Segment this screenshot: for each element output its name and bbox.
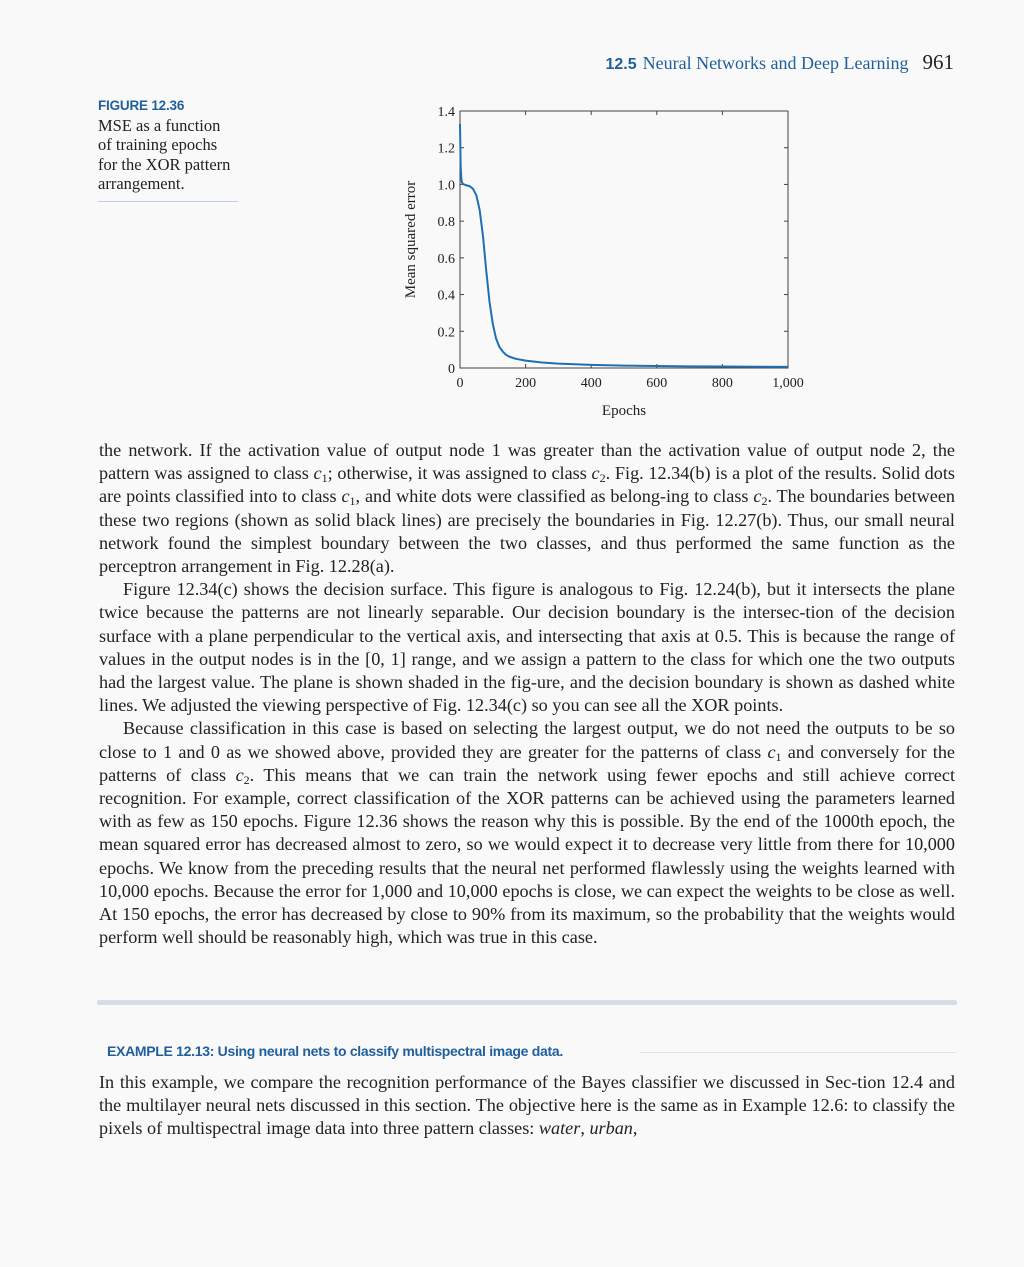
- x-tick-label: 1,000: [772, 376, 804, 391]
- mse-chart: [396, 96, 816, 426]
- example-heading: EXAMPLE 12.13: Using neural nets to classify multispectral image data.: [107, 1043, 563, 1059]
- y-tick-label: 0.2: [437, 325, 455, 341]
- example-text: [99, 1071, 955, 1141]
- y-tick-label: 0.8: [437, 215, 455, 231]
- x-tick-label: 800: [711, 376, 733, 391]
- paragraph-1: the network. If the activation value of output node 1 was greater than the activation value of output node 2, the pattern was assigned to class $c_1$; otherwise, it was assigned to class $c_2$. Fig. 12.34(b) is a plot of the results. Solid dots are points classified into to class $c_1$, and white dots were classified as belong-ing to class $c_2$. The boundaries between these two regions (shown as solid black lines) are precisely the boundaries in Fig. 12.27(b). Thus, our small neural network found the simplest boundary between the two classes, and thus performed the same function as the perceptron arrangement in Fig. 12.28(a).: [99, 440, 955, 577]
- x-axis-label: Epochs: [601, 403, 647, 419]
- figure-caption-text: MSE as a function of training epochs for the XOR pattern arrangement.: [98, 115, 231, 193]
- y-tick-label: 0: [448, 362, 455, 377]
- section-separator: [97, 1000, 957, 1005]
- y-tick-label: 1.4: [437, 105, 455, 120]
- paragraph-2: Figure 12.34(c) shows the decision surface. This figure is analogous to Fig. 12.24(b), but it intersects the plane twice because the patterns are not linearly separable. Our decision boundary is the intersec-tion of the decision surface with a plane perpendicular to the vertical axis, and intersecting that axis at 0.5. This is because the range of values in the output nodes is in the [0, 1] range, and we assign a pattern to the class for which one the two outputs had the largest value. The plane is shown shaded in the fig-ure, and the decision boundary is shown as dashed white lines. We adjusted the viewing perspective of Fig. 12.34(c) so you can see all the XOR points.: [99, 579, 955, 716]
- y-tick-label: 0.6: [437, 251, 455, 267]
- section-number: 12.5: [605, 56, 637, 73]
- running-head: [605, 50, 954, 75]
- y-tick-label: 0.4: [437, 288, 455, 304]
- figure-label: FIGURE 12.36: [98, 98, 185, 113]
- example-paragraph: In this example, we compare the recognition performance of the Bayes classifier we discussed in Sec-tion 12.4 and the multilayer neural nets discussed in this section. The objective here is the same as in Example 12.6: to classify the pixels of multispectral image data into three pattern classes: water, urban,: [99, 1072, 955, 1139]
- paragraph-3: Because classification in this case is based on selecting the largest output, we do not need the outputs to be so close to 1 and 0 as we showed above, provided they are greater for the patterns of class $c_1$ and conversely for the patterns of class $c_2$. This means that we can train the network using fewer epochs and still achieve correct recognition. For example, correct classification of the XOR patterns can be achieved using the parameters learned with as few as 150 epochs. Figure 12.36 shows the reason why this is possible. By the end of the 1000th epoch, the mean squared error has decreased almost to zero, so we would expect it to decrease very little from there for 10,000 epochs. We know from the preceding results that the neural net performed flawlessly using the weights learned with 10,000 epochs. Because the error for 1,000 and 10,000 epochs is close, we can expect the weights to be close as well. At 150 epochs, the error has decreased by close to 90% from its maximum, so the probability that the weights would perform well should be reasonably high, which was true in this case.: [99, 718, 956, 948]
- example-heading-rule: [640, 1052, 956, 1053]
- y-axis-label: Mean squared error: [403, 180, 419, 299]
- caption-rule: [98, 201, 238, 202]
- section-title: Neural Networks and Deep Learning: [642, 53, 909, 73]
- page-number: 961: [922, 50, 954, 74]
- y-tick-label: 1.0: [437, 178, 455, 194]
- x-tick-label: 200: [515, 376, 537, 391]
- body-text: [99, 439, 955, 949]
- plot-frame: [460, 111, 788, 368]
- x-tick-label: 600: [646, 376, 668, 391]
- figure-caption: [98, 96, 238, 202]
- x-tick-label: 0: [456, 376, 464, 391]
- series-line-mse: [460, 124, 788, 367]
- y-tick-label: 1.2: [437, 141, 455, 157]
- x-tick-label: 400: [580, 376, 602, 391]
